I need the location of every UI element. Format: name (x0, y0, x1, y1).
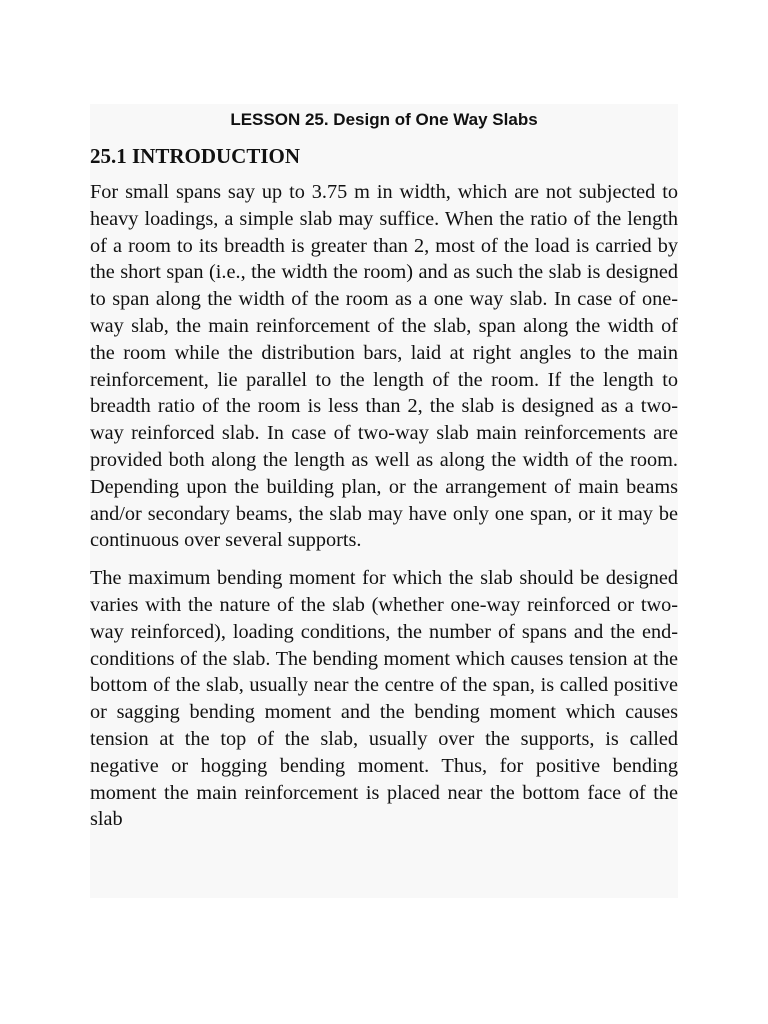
section-heading: 25.1 INTRODUCTION (90, 144, 301, 168)
document-page (90, 104, 678, 898)
lesson-title: LESSON 25. Design of One Way Slabs (230, 110, 538, 129)
paragraph-introduction: For small spans say up to 3.75 m in width, which are not subjected to heavy loadings, a simple slab may suffice. When the ratio of the length of a room to its breadth is greater than 2, most of the load is carried by the short span (i.e., the width the room) and as such the slab is designed to span along the width of the room as a one way slab. In case of one-way slab, the main reinforcement of the slab, span along the width of the room while the distribution bars, laid at right angles to the main reinforcement, lie parallel to the length of the room. If the length to breadth ratio of the room is less than 2, the slab is designed as a two-way reinforced slab. In case of two-way slab main reinforcements are provided both along the length as well as along the width of the room. Depending upon the building plan, or the arrangement of main beams and/or secondary beams, the slab may have only one span, or it may be continuous over several supports. (90, 181, 678, 552)
paragraph-bending-moment: The maximum bending moment for which the slab should be designed varies with the nature of the slab (whether one-way reinforced or two-way reinforced), loading conditions, the number of spans and the end-conditions of the slab. The bending moment which causes tension at the bottom of the slab, usually near the centre of the span, is called positive or sagging bending moment and the bending moment which causes tension at the top of the slab, usually over the supports, is called negative or hogging bending moment. Thus, for positive bending moment the main reinforcement is placed near the bottom face of the slab (90, 567, 678, 831)
